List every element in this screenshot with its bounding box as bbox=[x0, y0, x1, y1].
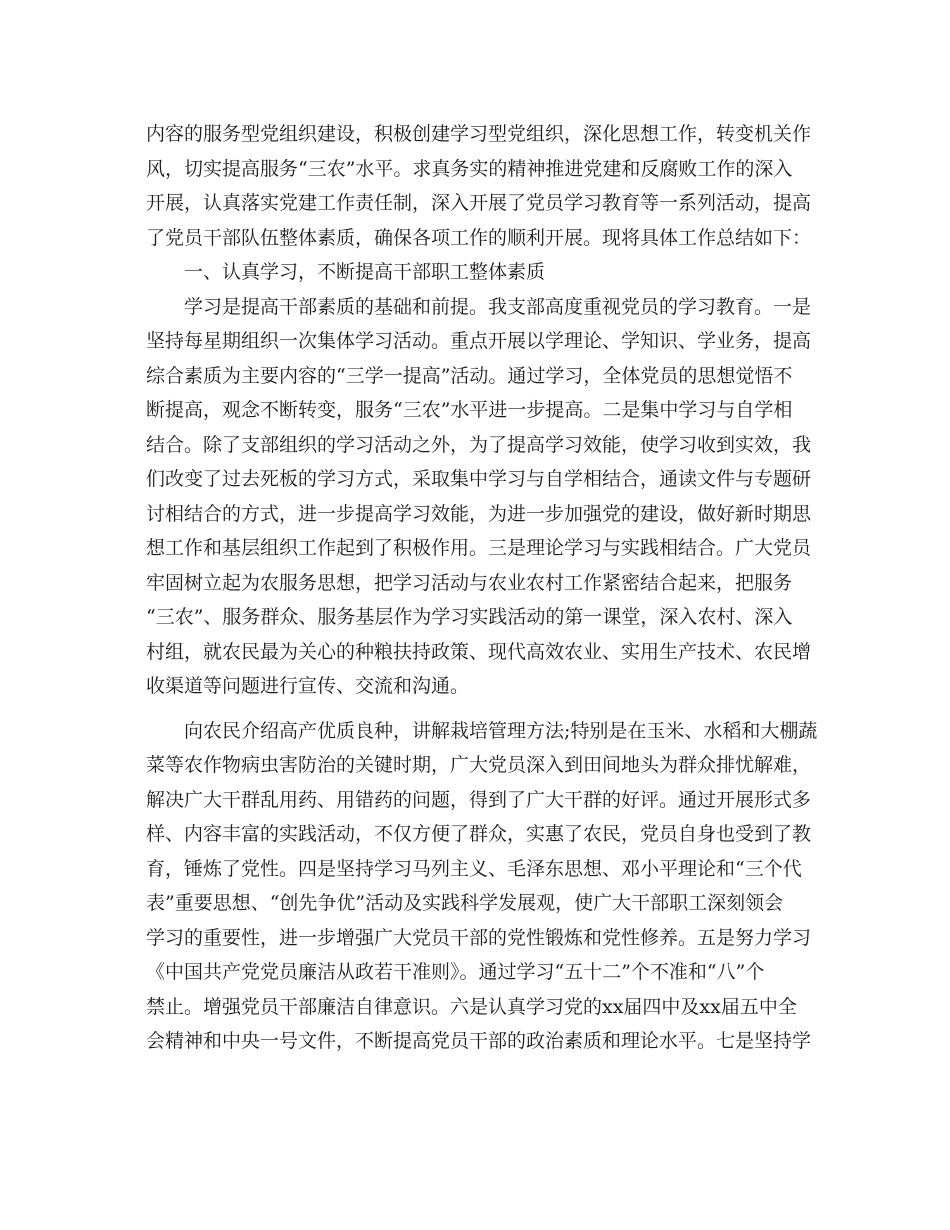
body-line: 会精神和中央一号文件，不断提高党员干部的政治素质和理论水平。七是坚持学 bbox=[146, 1030, 812, 1052]
body-line: 牢固树立起为农服务思想，把学习活动与农业农村工作紧密结合起来，把服务 bbox=[146, 571, 793, 594]
body-line: 菜等农作物病虫害防治的关键时期，广大党员深入到田间地头为群众排忧解难， bbox=[146, 754, 812, 776]
body-line: 坚持每星期组织一次集体学习活动。重点开展以学理论、学知识、学业务，提高 bbox=[146, 330, 812, 352]
body-line: 育，锤炼了党性。四是坚持学习马列主义、毛泽东思想、邓小平理论和“三个代 bbox=[146, 857, 802, 880]
body-line: 学习的重要性，进一步增强广大党员干部的党性锻炼和党性修养。五是努力学习 bbox=[146, 926, 812, 949]
body-line: 收渠道等问题进行宣传、交流和沟通。 bbox=[146, 675, 470, 697]
body-line: “三农”、服务群众、服务基层作为学习实践活动的第一课堂，深入农村、深入 bbox=[146, 606, 793, 628]
body-line: 了党员干部队伍整体素质，确保各项工作的顺利开展。现将具体工作总结如下： bbox=[146, 226, 812, 249]
body-line: 综合素质为主要内容的“三学一提高”活动。通过学习，全体党员的思想觉悟不 bbox=[146, 364, 793, 387]
body-line: 讨相结合的方式，进一步提高学习效能，为进一步加强党的建设，做好新时期思 bbox=[146, 502, 812, 525]
paragraph-gap bbox=[146, 704, 806, 714]
body-line: 内容的服务型党组织建设，积极创建学习型党组织，深化思想工作，转变机关作 bbox=[146, 123, 812, 145]
document-body bbox=[146, 117, 818, 1059]
body-line: 向农民介绍高产优质良种，讲解栽培管理方法;特别是在玉米、水稻和大棚蔬 bbox=[146, 719, 818, 742]
body-line: 《中国共产党党员廉洁从政若干准则》。通过学习“五十二”个不准和“八”个 bbox=[146, 961, 765, 983]
body-line: 断提高，观念不断转变，服务“三农”水平进一步提高。二是集中学习与自学相 bbox=[146, 399, 793, 421]
body-line: 们改变了过去死板的学习方式，采取集中学习与自学相结合，通读文件与专题研 bbox=[146, 468, 812, 490]
body-line: 解决广大干群乱用药、用错药的问题，得到了广大干群的好评。通过开展形式多 bbox=[146, 788, 812, 811]
body-line: 想工作和基层组织工作起到了积极作用。三是理论学习与实践相结合。广大党员 bbox=[146, 537, 812, 559]
body-line: 禁止。增强党员干部廉洁自律意识。六是认真学习党的xx届四中及xx届五中全 bbox=[146, 995, 797, 1018]
body-line: 样、内容丰富的实践活动，不仅方便了群众，实惠了农民，党员自身也受到了教 bbox=[146, 823, 812, 845]
section-heading: 一、认真学习，不断提高干部职工整体素质 bbox=[146, 261, 546, 283]
body-line: 开展，认真落实党建工作责任制，深入开展了党员学习教育等一系列活动，提高 bbox=[146, 192, 812, 214]
body-line: 村组，就农民最为关心的种粮扶持政策、现代高效农业、实用生产技术、农民增 bbox=[146, 640, 812, 663]
body-line: 表”重要思想、“创先争优”活动及实践科学发展观，使广大干部职工深刻领会 bbox=[146, 892, 784, 914]
body-line: 风，切实提高服务“三农”水平。求真务实的精神推进党建和反腐败工作的深入 bbox=[146, 157, 793, 180]
body-line: 学习是提高干部素质的基础和前提。我支部高度重视党员的学习教育。一是 bbox=[146, 295, 812, 318]
body-line: 结合。除了支部组织的学习活动之外，为了提高学习效能，使学习收到实效，我 bbox=[146, 433, 812, 456]
